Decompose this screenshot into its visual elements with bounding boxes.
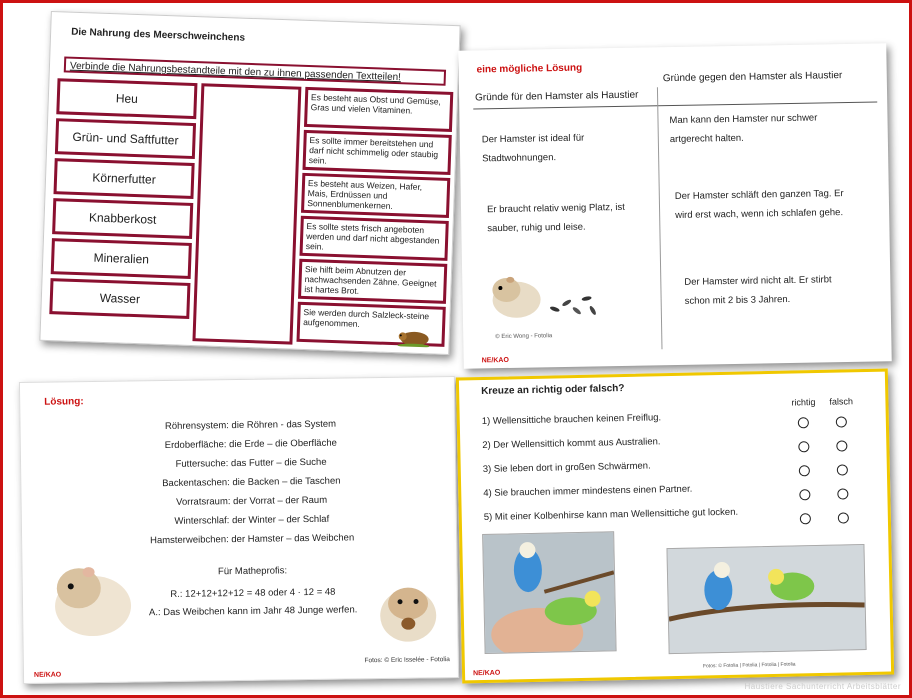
pro-reason: Er braucht relativ wenig Platz, ist sauber, ruhig und leise. [486, 201, 625, 235]
pro-reason: Der Hamster ist ideal für Stadtwohnungen. [481, 132, 585, 165]
compound-word-line: Futtersuche: das Futter – die Suche [175, 456, 327, 470]
quiz-question: 3) Sie leben dort in großen Schwärmen. [482, 460, 651, 476]
worksheet-card-hamster-pro-contra [458, 43, 891, 368]
description-item: Es besteht aus Obst und Gemüse, Gras und vielen Vitaminen. [304, 87, 453, 132]
column-divider [657, 87, 663, 349]
quiz-question: 5) Mit einer Kolbenhirse kann man Wellensittiche gut locken. [483, 506, 739, 524]
food-item: Wasser [49, 278, 190, 319]
hamster-photo [486, 267, 545, 320]
quiz-question: 2) Der Wellensittich kommt aus Australien. [482, 436, 661, 452]
photo-credit: Fotos: © Eric Isselée - Fotolia [364, 656, 450, 665]
answer-radio-false[interactable] [837, 464, 848, 475]
worksheet-card-budgie-quiz [456, 369, 894, 684]
compound-word-line: Röhrensystem: die Röhren - das System [164, 418, 337, 433]
answer-radio-false[interactable] [837, 488, 848, 499]
connection-area [192, 83, 301, 344]
guinea-pig-illustration [396, 326, 431, 347]
food-item: Mineralien [51, 238, 192, 279]
sunflower-seeds-image [548, 288, 599, 319]
compound-word-line: Backentaschen: die Backen – die Taschen [162, 475, 341, 490]
logo: NE/KAO [472, 669, 501, 678]
hamster-photo-left [48, 555, 135, 640]
compound-word-list [110, 414, 392, 551]
watermark-text: Haustiere Sachunterricht Arbeitsblätter [744, 682, 901, 691]
math-heading: Für Matheprofis: [217, 565, 288, 578]
food-item: Körnerfutter [53, 158, 194, 199]
description-item: Es sollte stets frisch angeboten werden und darf nicht abgestanden sein. [299, 216, 448, 261]
photo-credit: © Eric Wong - Fotolia [495, 333, 553, 341]
answer-radio-true[interactable] [799, 489, 810, 500]
answer-radio-false[interactable] [836, 440, 847, 451]
food-item: Heu [56, 78, 197, 119]
description-item: Sie hilft beim Abnutzen der nachwachsenden Zähne. Geeignet ist hartes Brot. [298, 259, 447, 304]
budgie-photo-hand [482, 531, 616, 654]
quiz-question: 4) Sie brauchen immer mindestens einen Partner. [483, 483, 693, 500]
card-title: Die Nahrung des Meerschweinchens [70, 26, 246, 44]
contra-reason: Der Hamster schläft den ganzen Tag. Er wird erst wach, wenn ich schlafen gehe. [674, 188, 844, 221]
answer-radio-false[interactable] [838, 512, 849, 523]
answer-radio-true[interactable] [800, 513, 811, 524]
worksheet-card-guinea-pig-food [39, 11, 460, 355]
card-title: Kreuze an richtig oder falsch? [481, 383, 625, 398]
math-answer: A.: Das Weibchen kann im Jahr 48 Junge werfen. [148, 604, 358, 619]
description-column [296, 87, 453, 350]
compound-word-line: Winterschlaf: der Winter – der Schlaf [174, 513, 330, 527]
contra-reason: Der Hamster wird nicht alt. Er stirbt schon mit 2 bis 3 Jahren. [684, 274, 832, 307]
photo-credit: Fotos: © Fotolia | Fotolia | Fotolia | Fotolia [702, 661, 796, 670]
answer-radio-true[interactable] [799, 465, 810, 476]
compound-word-line: Vorratsraum: der Vorrat – der Raum [176, 494, 328, 508]
budgie-photo-branch [666, 544, 866, 654]
contra-reason: Man kann den Hamster nur schwer artgerecht halten. [669, 112, 818, 146]
answer-radio-true[interactable] [798, 441, 809, 452]
worksheet-card-compound-words [19, 376, 459, 684]
card-title: Lösung: [44, 396, 84, 408]
description-item: Es besteht aus Weizen, Hafer, Mais, Erdnüssen und Sonnenblumenkernen. [301, 173, 450, 218]
hamster-photo-right [375, 577, 442, 646]
column-header-false: falsch [829, 396, 854, 407]
logo: NE/KAO [33, 671, 62, 679]
food-item: Knabberkost [52, 198, 193, 239]
answer-radio-false[interactable] [836, 416, 847, 427]
logo: NE/KAO [481, 356, 509, 365]
description-item: Sie werden durch Salzleck-steine aufgenommen. [296, 302, 445, 347]
math-calculation: R.: 12+12+12+12 = 48 oder 4 · 12 = 48 [170, 586, 336, 600]
food-item: Grün- und Saftfutter [55, 118, 196, 159]
description-item: Es sollte immer bereitstehen und darf nicht schimmelig oder staubig sein. [302, 130, 451, 175]
compound-word-line: Erdoberfläche: die Erde – die Oberfläche [164, 437, 337, 452]
column-header-true: richtig [791, 397, 816, 408]
column-header-contra: Gründe gegen den Hamster als Haustier [662, 70, 843, 85]
answer-radio-true[interactable] [798, 417, 809, 428]
card-title: eine mögliche Lösung [476, 62, 583, 76]
quiz-question: 1) Wellensittiche brauchen keinen Freiflug. [481, 412, 662, 428]
instruction-text: Verbinde die Nahrungsbestandteile mit den zu ihnen passenden Textteilen! [64, 56, 446, 85]
compound-word-line: Hamsterweibchen: der Hamster – das Weibchen [149, 532, 355, 547]
column-header-pro: Gründe für den Hamster als Haustier [474, 89, 639, 104]
food-item-column [49, 78, 197, 323]
